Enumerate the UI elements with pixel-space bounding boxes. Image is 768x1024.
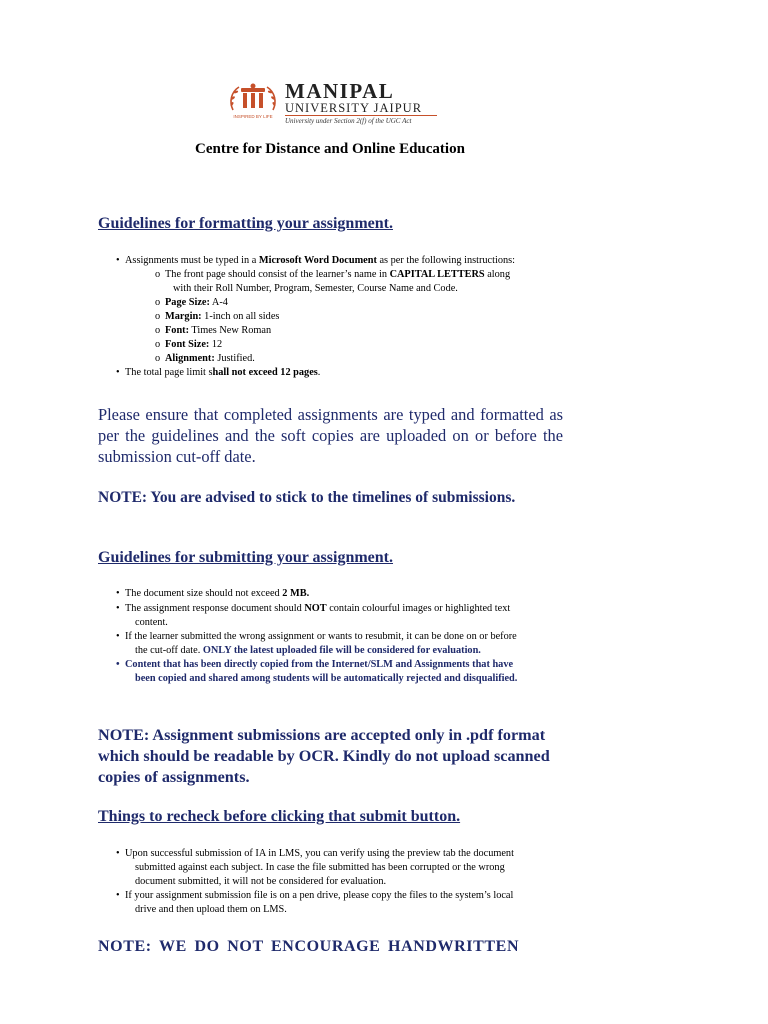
logo-wordmark: [285, 80, 437, 126]
recheck-heading: Things to recheck before clicking that submit button.: [98, 808, 461, 825]
university-name: UNIVERSITY JAIPUR: [285, 102, 437, 116]
list-item: o The front page should consist of the learner’s name in CAPITAL LETTERS along with their Roll Number, Program, Semester, Course Name and Code.: [155, 268, 564, 296]
centre-title: Centre for Distance and Online Education: [195, 141, 465, 157]
formatting-list: [116, 254, 564, 380]
list-item: • The total page limit shall not exceed 12 pages.: [116, 366, 564, 380]
logo-tagline: INSPIRED BY LIFE: [233, 114, 273, 119]
submitting-list: [116, 587, 564, 686]
list-item: • The document size should not exceed 2 MB.: [116, 587, 564, 601]
ugc-recognition: University under Section 2(f) of the UGC Act: [285, 117, 412, 125]
list-item: o Alignment: Justified.: [155, 352, 564, 366]
list-item: • The assignment response document should NOT contain colourful images or highlighted text content.: [116, 602, 564, 630]
list-item: • Upon successful submission of IA in LMS, you can verify using the preview tab the document submitted against each subject. In case the file submitted has been corrupted or the wrong document submitted, it will not be considered for evaluation.: [116, 847, 564, 889]
handwritten-note: NOTE: WE DO NOT ENCOURAGE HANDWRITTEN: [98, 938, 520, 955]
formatting-heading: Guidelines for formatting your assignment.: [98, 215, 393, 232]
university-logo: [225, 79, 445, 125]
manipal-emblem-icon: [225, 80, 281, 122]
list-item: • Assignments must be typed in a Microsoft Word Document as per the following instructions: o The front page should consist of the learner’s name in CAPITAL LETTERS along with their Roll Number, Program, Semester, Course Name and Code. o Page Size: A-4 o Margin: 1-inch on all sides o Font: Times New Roman o Font Size: 12 o Alignment: Justified.: [116, 254, 564, 366]
brand-name: MANIPAL: [285, 79, 395, 103]
list-item: • If the learner submitted the wrong assignment or wants to resubmit, it can be done on or before the cut-off date. ONLY the latest uploaded file will be considered for evaluation.: [116, 630, 564, 658]
formatting-sublist: [125, 268, 564, 366]
list-item: • If your assignment submission file is on a pen drive, please copy the files to the system’s local drive and then upload them on LMS.: [116, 889, 564, 917]
list-item: • Content that has been directly copied from the Internet/SLM and Assignments that have been copied and shared among students will be automatically rejected and disqualified.: [116, 658, 564, 686]
ensure-paragraph: Please ensure that completed assignments are typed and formatted as per the guidelines and the soft copies are uploaded on or before the submission cut-off date.: [98, 405, 563, 466]
submitting-heading: Guidelines for submitting your assignment.: [98, 549, 394, 566]
timeline-note: NOTE: You are advised to stick to the timelines of submissions.: [98, 489, 516, 506]
recheck-list: [116, 847, 564, 917]
list-item: o Font Size: 12: [155, 338, 564, 352]
list-item: o Margin: 1-inch on all sides: [155, 310, 564, 324]
list-item: o Page Size: A-4: [155, 296, 564, 310]
pdf-format-note: NOTE: Assignment submissions are accepted only in .pdf format which should be readable by OCR. Kindly do not upload scanned copies of assignments.: [98, 726, 550, 786]
list-item: o Font: Times New Roman: [155, 324, 564, 338]
